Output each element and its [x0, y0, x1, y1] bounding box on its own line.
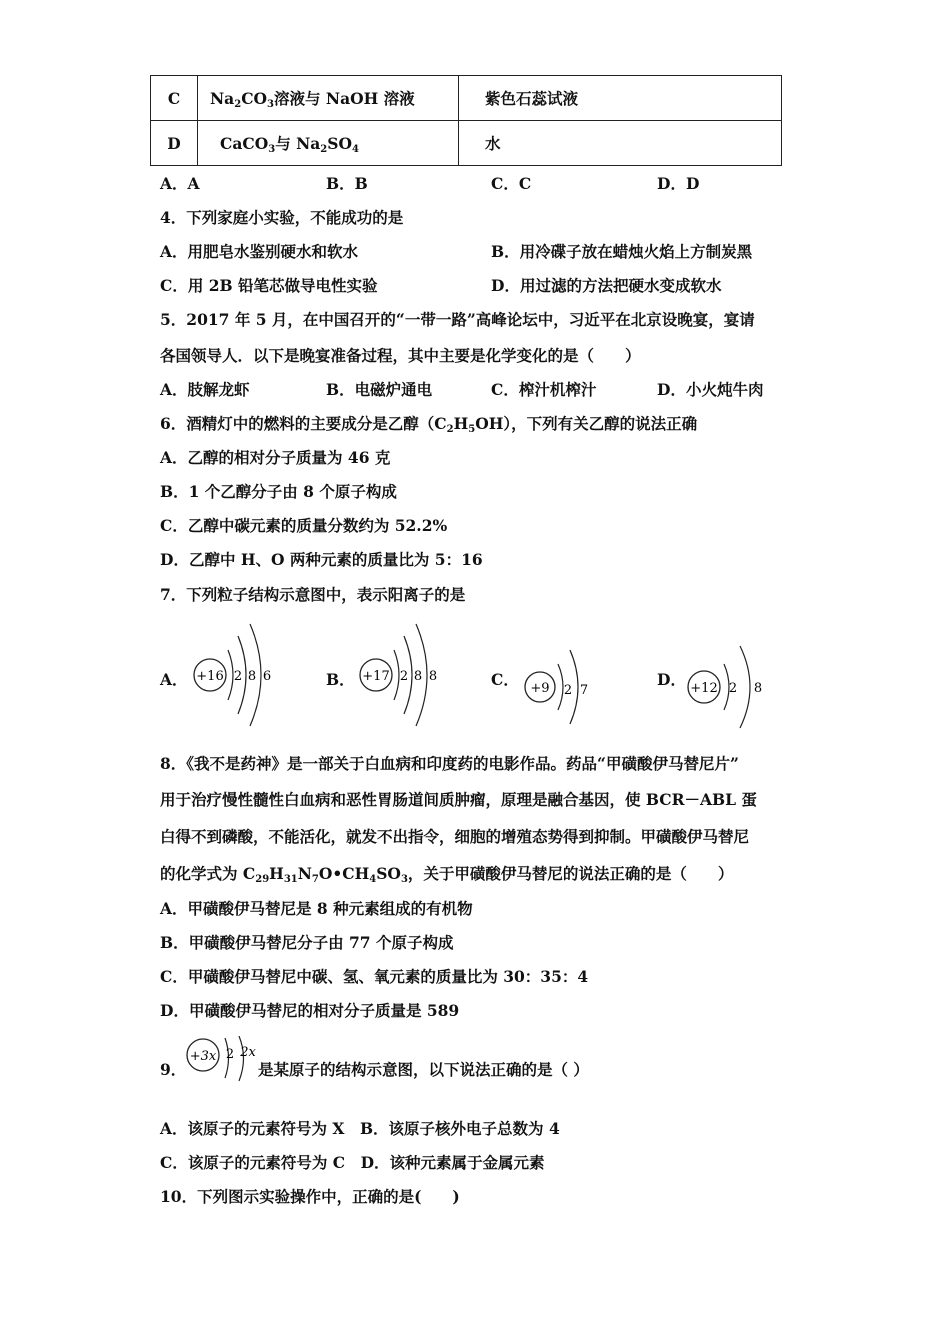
- reagent-cell: 水: [459, 121, 782, 166]
- q3-choice-b: B．B: [326, 174, 368, 193]
- q7-stem: 7．下列粒子结构示意图中，表示阳离子的是: [160, 585, 466, 604]
- shell-2-count: 8: [753, 681, 763, 696]
- q8-line2: 用于治疗慢性髓性白血病和恶性胃肠道间质肿瘤，原理是融合基因，使 BCR－ABL 蛋: [160, 790, 757, 809]
- row-label: D: [151, 121, 198, 166]
- table-row: [151, 76, 782, 121]
- options-table: [150, 75, 782, 166]
- reagent-cell: 紫色石蕊试液: [459, 76, 782, 121]
- substances-cell: CaCO$_3$与 $Na_2SO_4$: [198, 121, 459, 166]
- q6-stem: 6．酒精灯中的燃料的主要成分是乙醇$(C_2H_5OH)$，下列有关乙醇的说法正确: [160, 414, 698, 435]
- q4-choice-c: C．用 2B 铅笔芯做导电性实验: [160, 276, 378, 295]
- q6-choice-d: D．乙醇中 H、O 两种元素的质量比为 5：16: [160, 550, 483, 569]
- nucleus-label: +17: [362, 669, 390, 684]
- q7-label-d: D．: [657, 670, 686, 689]
- nucleus-label: +16: [196, 669, 224, 684]
- nucleus-label: +9: [530, 681, 550, 696]
- q8-choice-d: D．甲磺酸伊马替尼的相对分子质量是 589: [160, 1001, 460, 1020]
- shell-2-count: 8: [413, 669, 423, 684]
- q4-choice-b: B．用冷碟子放在蜡烛火焰上方制炭黑: [491, 242, 753, 261]
- nucleus-label: +3x: [189, 1049, 217, 1064]
- shell-2-count: 8: [247, 669, 257, 684]
- atom-diagram-b: [354, 618, 454, 728]
- shell-3-count: 6: [262, 669, 272, 684]
- shell-1-count: 2: [728, 681, 738, 696]
- atom-diagram-a: [188, 618, 288, 728]
- q8-line4: 的化学式为 $C_{29}H_{31}N_7O•CH_4SO_3$，关于甲磺酸伊马替尼的说法正确的是（ ）: [160, 864, 734, 885]
- shell-3-count: 8: [428, 669, 438, 684]
- q4-choice-a: A．用肥皂水鉴别硬水和软水: [160, 242, 359, 261]
- q8-line3: 白得不到磷酸，不能活化，就发不出指令，细胞的增殖态势得到抑制。甲磺酸伊马替尼: [160, 827, 750, 846]
- shell-1-count: 2: [233, 669, 243, 684]
- q4-choice-d: D．用过滤的方法把硬水变成软水: [491, 276, 722, 295]
- row-label: C: [151, 76, 198, 121]
- shell-2-count: 2x: [240, 1045, 256, 1060]
- q5-stem-line1: 5．2017 年 5 月，在中国召开的“一带一路”高峰论坛中，习近平在北京设晚宴，宴请: [160, 310, 755, 329]
- q7-label-a: A．: [160, 670, 188, 689]
- q5-choice-a: A．肢解龙虾: [160, 380, 250, 399]
- q7-label-c: C．: [491, 670, 519, 689]
- q6-choice-b: B．1 个乙醇分子由 8 个原子构成: [160, 482, 397, 501]
- shell-2-count: 7: [579, 683, 589, 698]
- q9-stem: 是某原子的结构示意图，以下说法正确的是（ ）: [258, 1060, 589, 1079]
- table-row: [151, 121, 782, 166]
- q3-choice-d: D．D: [657, 174, 700, 193]
- q8-choice-b: B．甲磺酸伊马替尼分子由 77 个原子构成: [160, 933, 454, 952]
- q4-stem: 4．下列家庭小实验，不能成功的是: [160, 208, 404, 227]
- q5-choice-b: B．电磁炉通电: [326, 380, 433, 399]
- q5-choice-c: C．榨汁机榨汁: [491, 380, 597, 399]
- shell-1-count: 2: [563, 683, 573, 698]
- nucleus-label: +12: [690, 681, 718, 696]
- q9-number: 9．: [160, 1060, 187, 1079]
- q9-choices-ab: A．该原子的元素符号为 X B．该原子核外电子总数为 4: [160, 1119, 560, 1138]
- q9-choices-cd: C．该原子的元素符号为 C D．该种元素属于金属元素: [160, 1153, 545, 1172]
- q3-choice-c: C．C: [491, 174, 532, 193]
- q6-choice-a: A．乙醇的相对分子质量为 46 克: [160, 448, 391, 467]
- q3-choice-a: A．A: [160, 174, 200, 193]
- q7-label-b: B．: [326, 670, 355, 689]
- q5-choice-d: D．小火炖牛肉: [657, 380, 764, 399]
- shell-1-count: 2: [225, 1047, 235, 1062]
- atom-diagram-q9: [184, 1036, 260, 1082]
- q8-choice-a: A．甲磺酸伊马替尼是 8 种元素组成的有机物: [160, 899, 473, 918]
- q5-stem-line2: 各国领导人．以下是晚宴准备过程，其中主要是化学变化的是（ ）: [160, 346, 641, 365]
- q8-choice-c: C．甲磺酸伊马替尼中碳、氢、氧元素的质量比为 30：35：4: [160, 967, 589, 986]
- shell-1-count: 2: [399, 669, 409, 684]
- substances-cell: $Na_2CO_3$溶液与 NaOH 溶液: [198, 76, 459, 121]
- q6-choice-c: C．乙醇中碳元素的质量分数约为 52.2%: [160, 516, 448, 535]
- q8-line1: 8．《我不是药神》是一部关于白血病和印度药的电影作品。药品“甲磺酸伊马替尼片”: [160, 754, 739, 773]
- atom-diagram-c: [520, 640, 600, 730]
- atom-diagram-d: [684, 640, 774, 730]
- q10-stem: 10．下列图示实验操作中，正确的是( ): [160, 1187, 460, 1206]
